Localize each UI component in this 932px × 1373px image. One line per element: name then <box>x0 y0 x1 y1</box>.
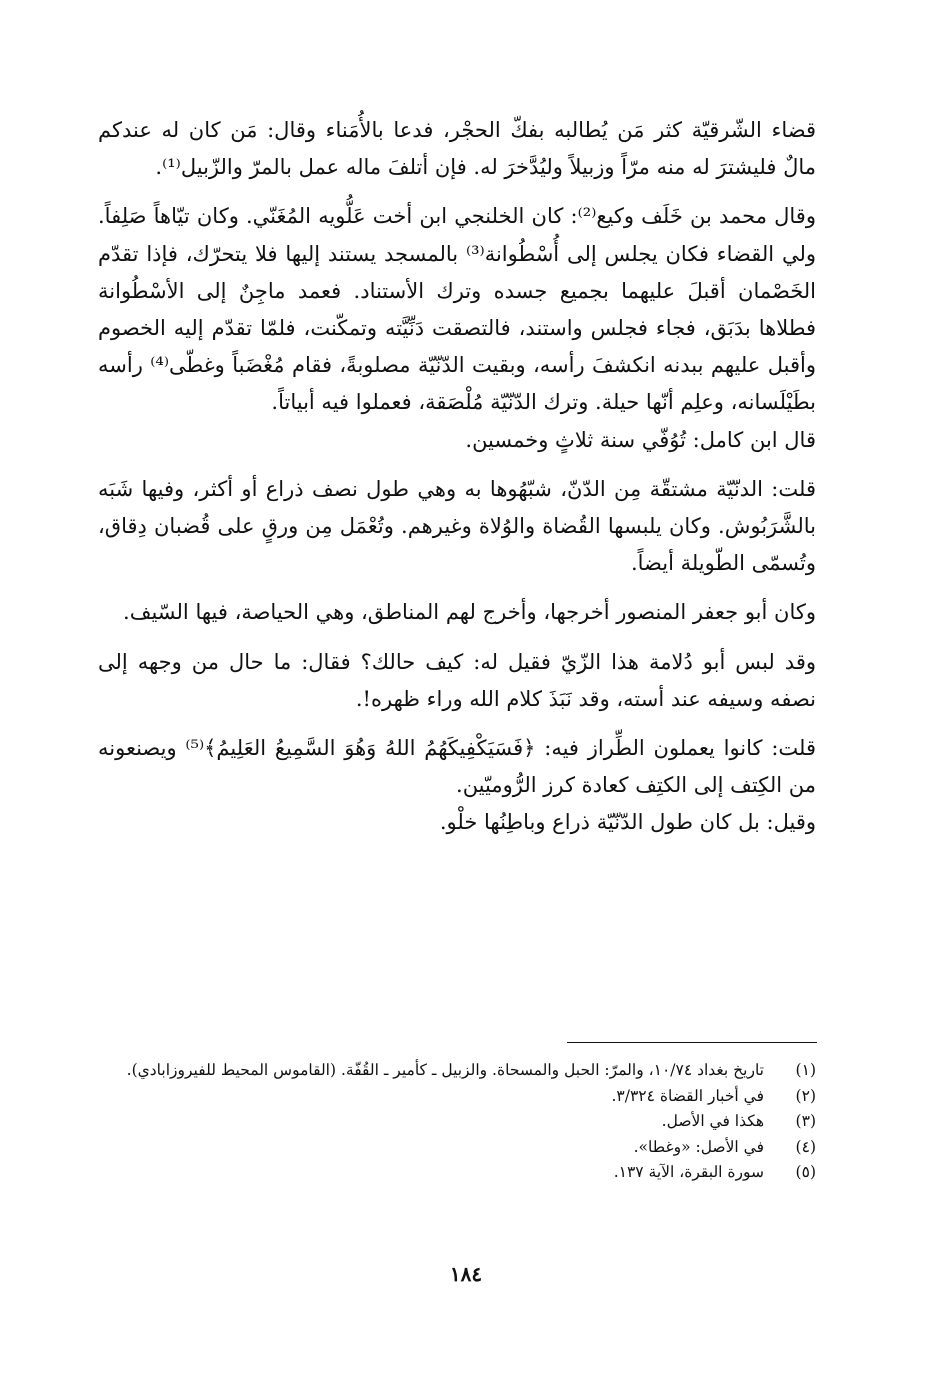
footnote-number: (٥) <box>795 1163 816 1182</box>
footnote-text: في الأصل: «وغطا». <box>633 1137 764 1156</box>
paragraph-6: وقد لبس أبو دُلامة هذا الزّيّ فقيل له: كيف حالك؟ فقال: ما حال من وجهه إلى نصفه وسيفه عند أسته، وقد نَبَذَ كلام الله وراء ظهره!. <box>98 649 816 711</box>
paragraph-2: وقال محمد بن خَلَف وكيع⁽²⁾: كان الخلنجي ابن أخت عَلُّويه المُغَنّي. وكان تيّاهاً صَلِفاً. ولي القضاء فكان يجلس إلى أُسْطُوانة⁽³⁾ بالمسجد يستند إليها فلا يتحرّك، فإذا تقدّم الخَصْمان أقبلَ عليهما بجميع جسده وترك الأستناد. فعمد ماجِنٌ إلى الأسْطُوانة فطلاها بدَبَق، فجاء فجلس واستند، فالتصقت دَنِّيَّته وتمكّنت، فلمّا تقدّم إليه الخصوم وأقبل عليهم ببدنه انكشفَ رأسه، وبقيت الدّنّيّة مصلوبةً، فقام مُغْضَباً وغطّى⁽⁴⁾ رأسه بطَيْلَسانه، وعلِم أنّها حيلة. وترك الدّنّيّة مُلْصَقة، فعملوا فيه أبياتاً. <box>98 204 816 415</box>
paragraph-4: قلت: الدنّيّة مشتقّة مِن الدّنّ، شبّهُوها به وهي طول نصف ذراع أو أكثر، وفيها شَبَه بالشَّرَبُوش. وكان يلبسها القُضاة والوُلاة وغيرهم. وتُعْمَل مِن ورقٍ على قُضبان دِقاق، وتُسمّى الطّويلة أيضاً. <box>98 476 816 576</box>
main-text <box>98 112 816 842</box>
footnote-1 <box>98 1058 816 1084</box>
footnote-number: (٣) <box>795 1112 816 1131</box>
footnote-4 <box>98 1135 816 1161</box>
footnote-number: (٤) <box>795 1137 816 1156</box>
footnote-text: سورة البقرة، الآية ١٣٧. <box>613 1163 764 1182</box>
footnote-3 <box>98 1109 816 1135</box>
paragraph-7: قلت: كانوا يعملون الطِّراز فيه: ﴿فَسَيَكْفِيكَهُمُ اللهُ وَهُوَ السَّمِيعُ العَلِيمُ﴾⁽⁵⁾ ويصنعونه من الكِتف إلى الكتِف كعادة كرز الرُّوميّين. <box>98 736 817 798</box>
footnote-number: (٢) <box>795 1086 816 1105</box>
paragraph-5: وكان أبو جعفر المنصور أخرجها، وأخرج لهم المناطق، وهي الحياصة، فيها السّيف. <box>123 600 816 625</box>
paragraph-8: وقيل: بل كان طول الدّنّيّة ذراع وباطِنُها خلْو. <box>439 810 816 835</box>
footnote-text: تاريخ بغداد ١٠/٧٤، والمرّ: الحبل والمسحاة. والزبيل ـ كأمير ـ القُفّة. (القاموس المحيط للفيروزابادي). <box>126 1061 764 1079</box>
page-number: ١٨٤ <box>449 1262 483 1286</box>
footnote-text: في أخبار القضاة ٣/٣٢٤. <box>611 1086 764 1105</box>
paragraph-1: قضاء الشّرقيّة كثر مَن يُطالبه بفكّ الحجْر، فدعا بالأُمَناء وقال: مَن كان له عندكم مالٌ فليشترَ له منه مرّاً وزبيلاً وليُدَّخرَ له. فإن أتلفَ ماله عمل بالمرّ والزّبيل⁽¹⁾. <box>98 118 816 180</box>
footnotes <box>98 1058 816 1186</box>
paragraph-3: قال ابن كامل: تُوُفّي سنة ثلاثٍ وخمسين. <box>465 427 816 452</box>
footnote-5 <box>98 1160 816 1186</box>
footnote-number: (١) <box>795 1061 816 1079</box>
footnote-divider <box>567 1042 817 1043</box>
footnote-text: هكذا في الأصل. <box>661 1112 764 1131</box>
footnote-2 <box>98 1084 816 1110</box>
